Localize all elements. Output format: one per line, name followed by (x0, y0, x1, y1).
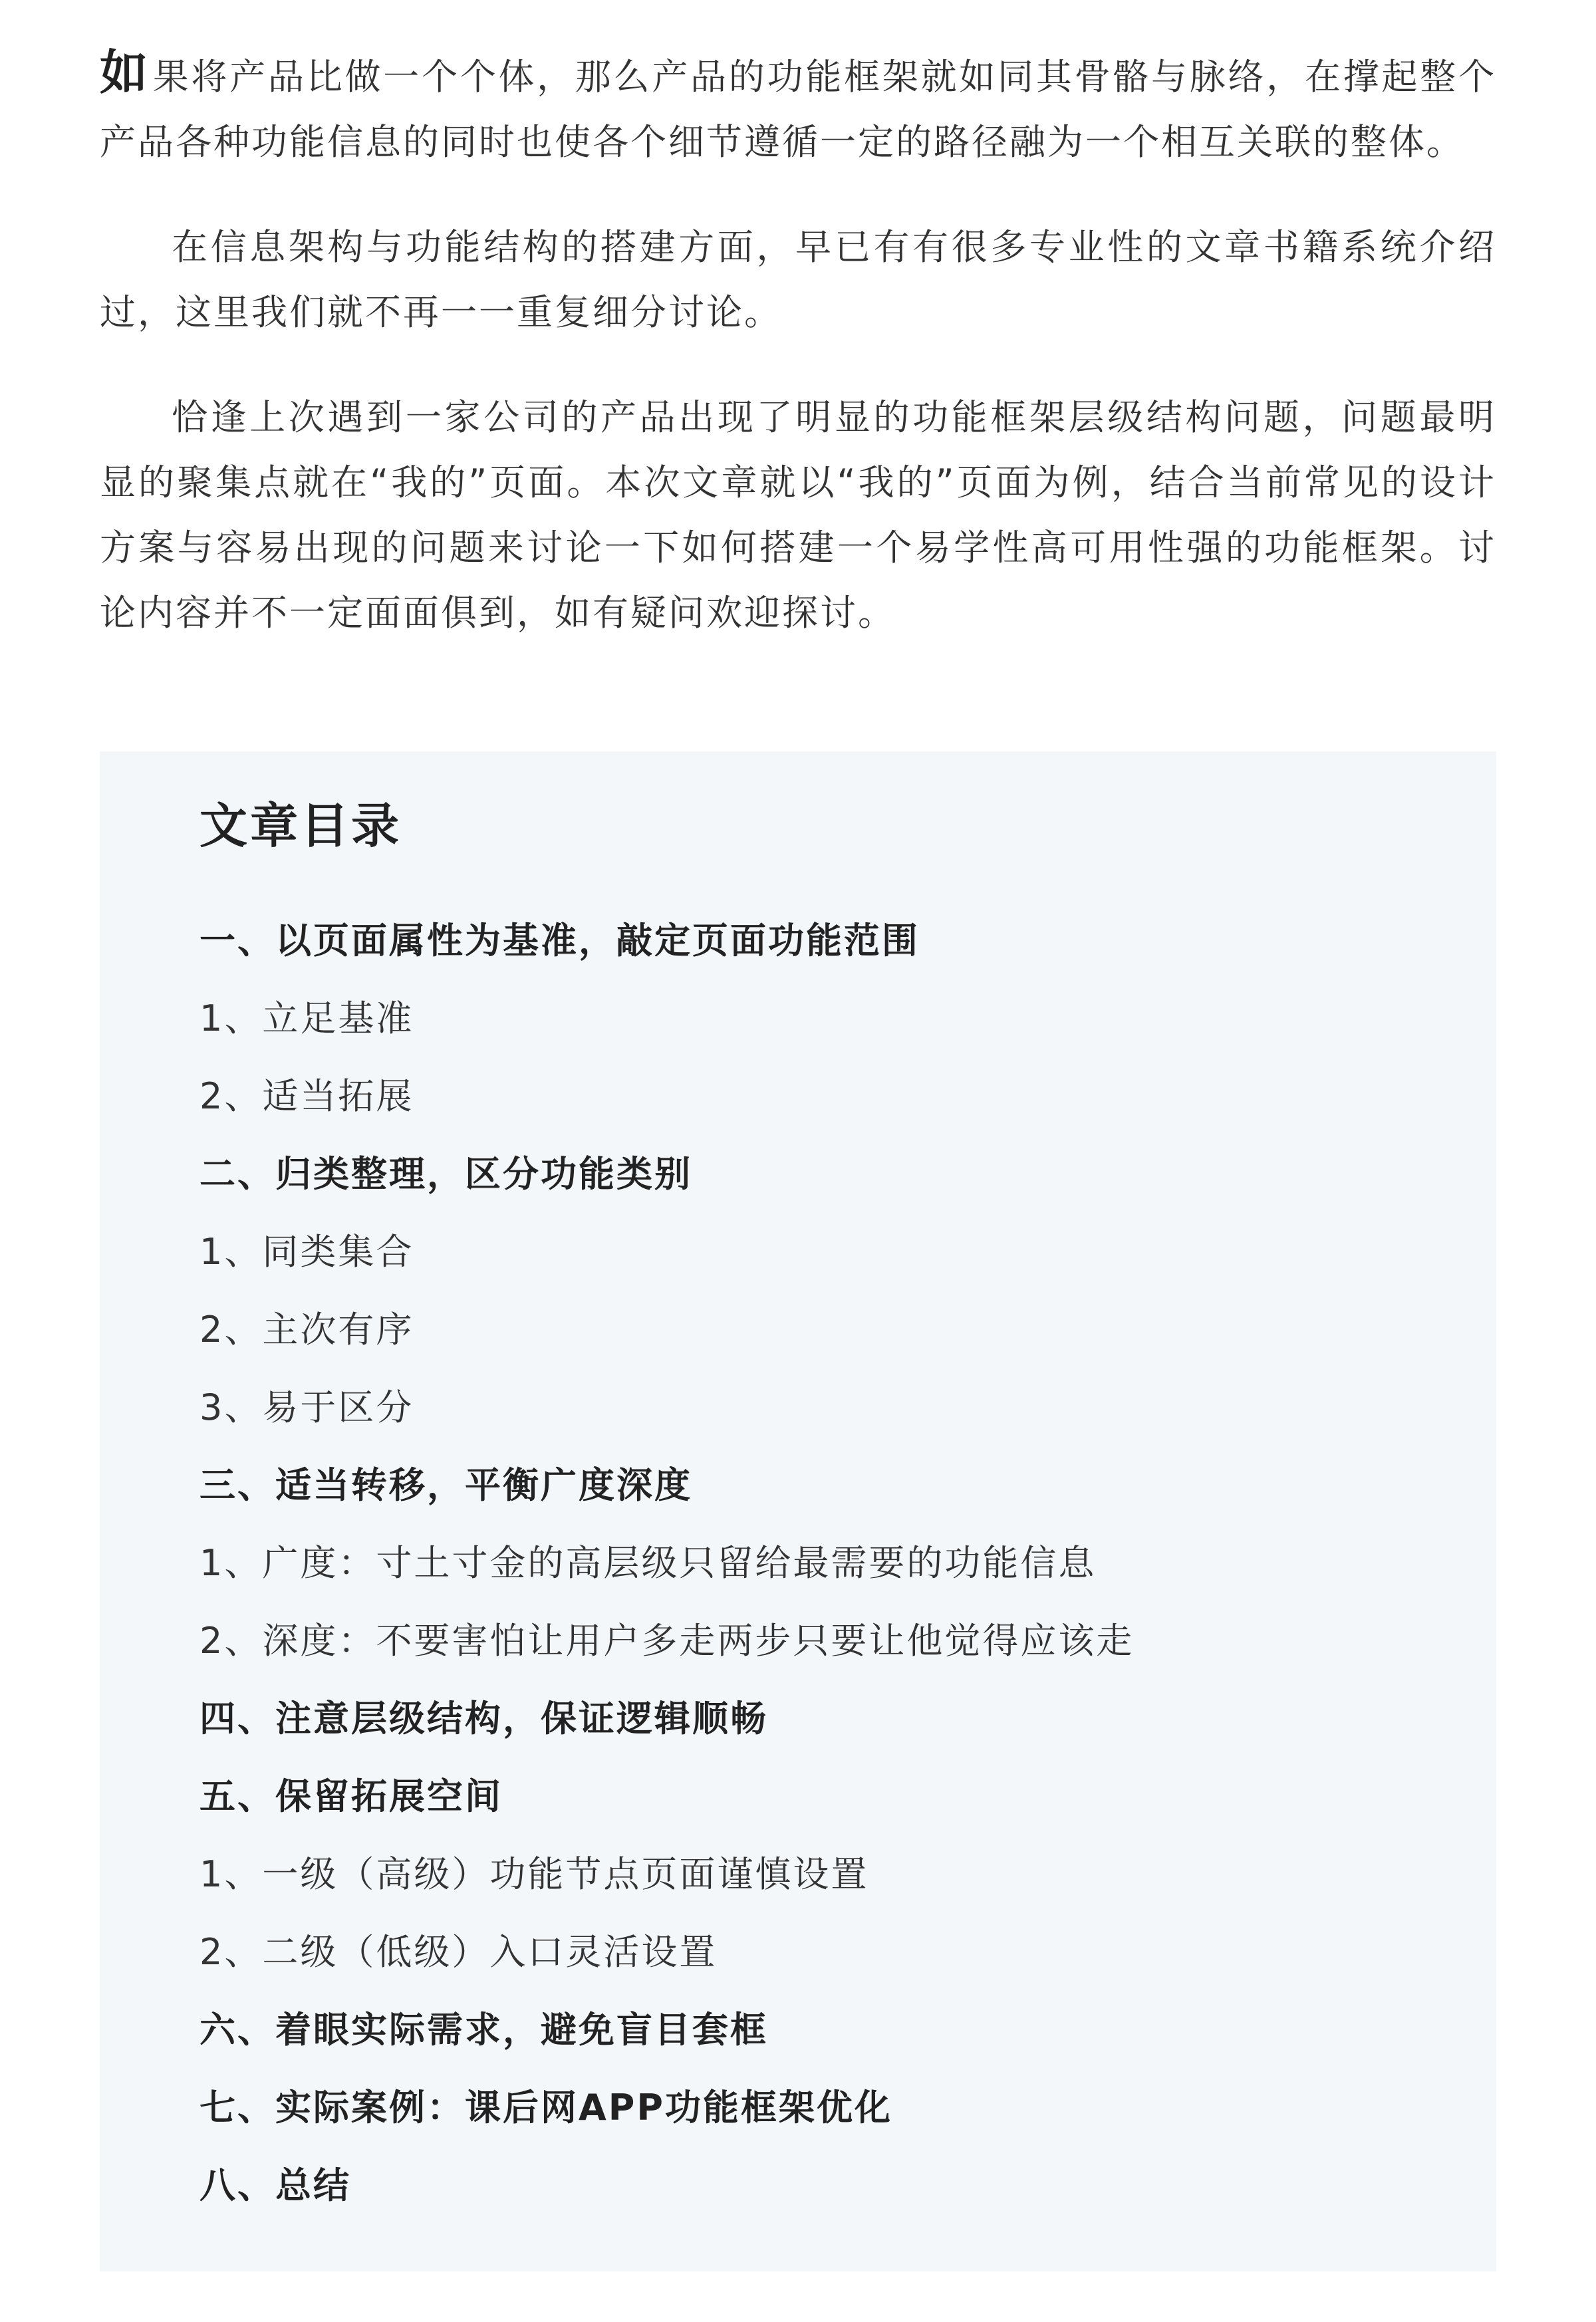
toc-subitem[interactable]: 2、二级（低级）入口灵活设置 (200, 1931, 718, 1973)
toc-section-item[interactable]: 八、总结 (200, 2164, 351, 2206)
toc-section-item[interactable]: 五、保留拓展空间 (200, 1775, 503, 1817)
toc-section-item[interactable]: 七、实际案例：课后网APP功能框架优化 (200, 2087, 892, 2128)
toc-subitem[interactable]: 2、主次有序 (200, 1309, 414, 1351)
toc-section-item[interactable]: 四、注意层级结构，保证逻辑顺畅 (200, 1698, 768, 1740)
toc-subitem[interactable]: 1、广度：寸土寸金的高层级只留给最需要的功能信息 (200, 1542, 1097, 1584)
toc-subitem[interactable]: 2、适当拓展 (200, 1075, 414, 1117)
toc-subitem[interactable]: 1、立足基准 (200, 997, 414, 1039)
intro-paragraph-1 (100, 40, 1496, 175)
toc-section-item[interactable]: 二、归类整理，区分功能类别 (200, 1153, 692, 1195)
toc-section-item[interactable]: 三、适当转移，平衡广度深度 (200, 1464, 692, 1506)
intro-paragraph-1-text: 果将产品比做一个个体，那么产品的功能框架就如同其骨骼与脉络，在撑起整个产品各种功能信息的同时也使各个细节遵循一定的路径融为一个相互关联的整体。 (100, 56, 1496, 163)
intro-paragraph-2: 在信息架构与功能结构的搭建方面，早已有有很多专业性的文章书籍系统介绍过，这里我们就不再一一重复细分讨论。 (100, 226, 1496, 333)
drop-cap: 如 (100, 45, 150, 100)
toc-list (200, 902, 1396, 2224)
toc-section-item[interactable]: 六、着眼实际需求，避免盲目套框 (200, 2009, 768, 2051)
toc-subitem[interactable]: 1、同类集合 (200, 1231, 414, 1273)
toc-subitem[interactable]: 1、一级（高级）功能节点页面谨慎设置 (200, 1853, 869, 1895)
article-intro (100, 40, 1496, 646)
table-of-contents (100, 751, 1496, 2271)
intro-paragraph-3: 恰逢上次遇到一家公司的产品出现了明显的功能框架层级结构问题，问题最明显的聚集点就在“我的”页面。本次文章就以“我的”页面为例，结合当前常见的设计方案与容易出现的问题来讨论一下如何搭建一个易学性高可用性强的功能框架。讨论内容并不一定面面俱到，如有疑问欢迎探讨。 (100, 396, 1496, 634)
toc-section-item[interactable]: 一、以页面属性为基准，敲定页面功能范围 (200, 920, 920, 962)
toc-title: 文章目录 (200, 798, 402, 854)
toc-subitem[interactable]: 3、易于区分 (200, 1386, 414, 1428)
toc-subitem[interactable]: 2、深度：不要害怕让用户多走两步只要让他觉得应该走 (200, 1620, 1134, 1662)
